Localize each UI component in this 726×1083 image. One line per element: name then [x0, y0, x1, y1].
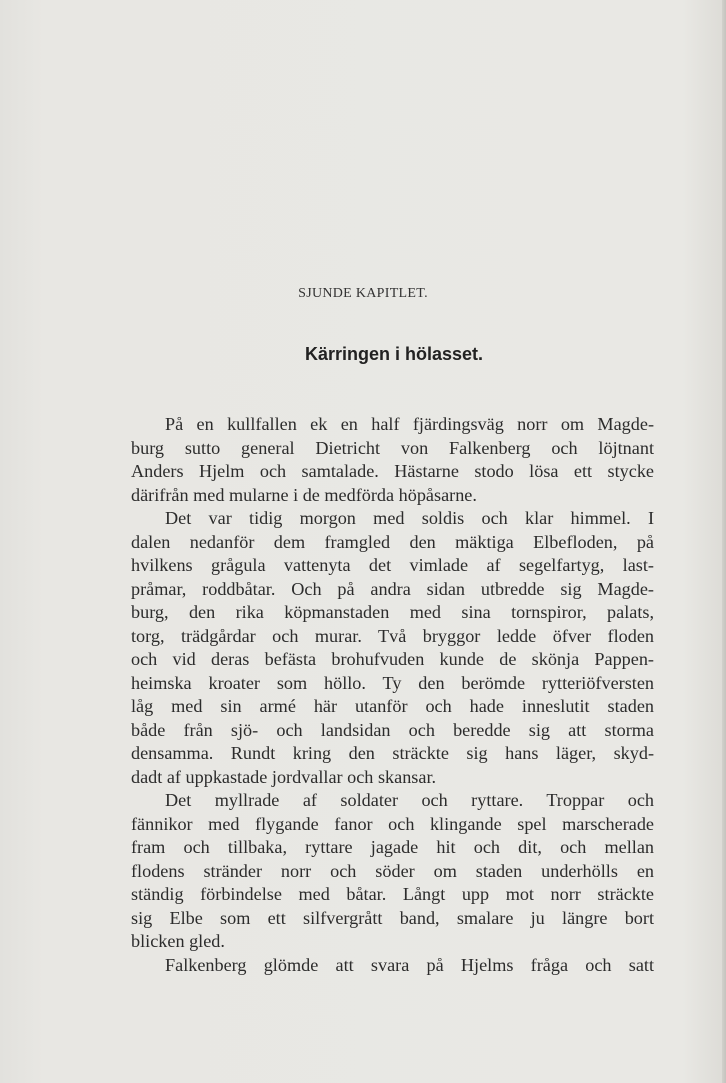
- text-line: hvilkens grågula vattenyta det vimlade af segelfartyg, last-: [131, 555, 654, 575]
- text-line: blicken gled.: [131, 931, 225, 951]
- page-edge: [722, 0, 726, 1083]
- text-line: ständig förbindelse med båtar. Långt upp mot norr sträckte: [131, 884, 654, 904]
- text-line: flodens stränder norr och söder om staden underhölls en: [131, 860, 654, 881]
- text-line: sig Elbe som ett silfvergrått band, smalare ju längre bort: [131, 907, 654, 928]
- text-line: både från sjö- och landsidan och beredde sig att storma: [131, 719, 654, 740]
- paragraph-3: [131, 789, 654, 954]
- text-line: Falkenberg glömde att svara på Hjelms fråga och satt: [165, 954, 654, 975]
- chapter-heading: SJUNDE KAPITLET.: [298, 286, 428, 301]
- text-line: pråmar, roddbåtar. Och på andra sidan utbredde sig Magde-: [131, 578, 654, 599]
- text-line: låg med sin armé här utanför och hade inneslutit staden: [131, 696, 654, 716]
- text-line: burg sutto general Dietricht von Falkenberg och löjtnant: [131, 437, 654, 458]
- paragraph-1: [131, 413, 654, 507]
- text-line: torg, trädgårdar och murar. Två bryggor ledde öfver floden: [131, 625, 654, 646]
- text-line: densamma. Rundt kring den sträckte sig hans läger, skyd-: [131, 743, 654, 763]
- text-line: dalen nedanför dem framgled den mäktiga Elbefloden, på: [131, 531, 654, 552]
- text-line: därifrån med mularne i de medförda höpåsarne.: [131, 484, 477, 505]
- text-line: fännikor med flygande fanor och klingande spel marscherade: [131, 813, 654, 834]
- paragraph-2: [131, 507, 654, 789]
- chapter-title: Kärringen i hölasset.: [304, 344, 484, 364]
- body-text: [131, 413, 654, 977]
- text-line: Anders Hjelm och samtalade. Hästarne stodo lösa ett stycke: [131, 461, 654, 481]
- text-line: och vid deras befästa brohufvuden kunde de skönja Pappen-: [131, 649, 654, 669]
- text-line: På en kullfallen ek en half fjärdingsväg norr om Magde-: [165, 414, 654, 434]
- text-line: heimska kroater som höllo. Ty den berömde rytteriöfversten: [131, 672, 654, 693]
- text-line: burg, den rika köpmanstaden med sina tornspiror, palats,: [131, 602, 654, 622]
- text-line: dadt af uppkastade jordvallar och skansar.: [131, 766, 437, 787]
- text-line: Det var tidig morgon med soldis och klar himmel. I: [165, 508, 654, 528]
- text-line: fram och tillbaka, ryttare jagade hit och dit, och mellan: [131, 837, 654, 857]
- text-line: Det myllrade af soldater och ryttare. Troppar och: [165, 790, 654, 810]
- paragraph-4: [131, 954, 654, 978]
